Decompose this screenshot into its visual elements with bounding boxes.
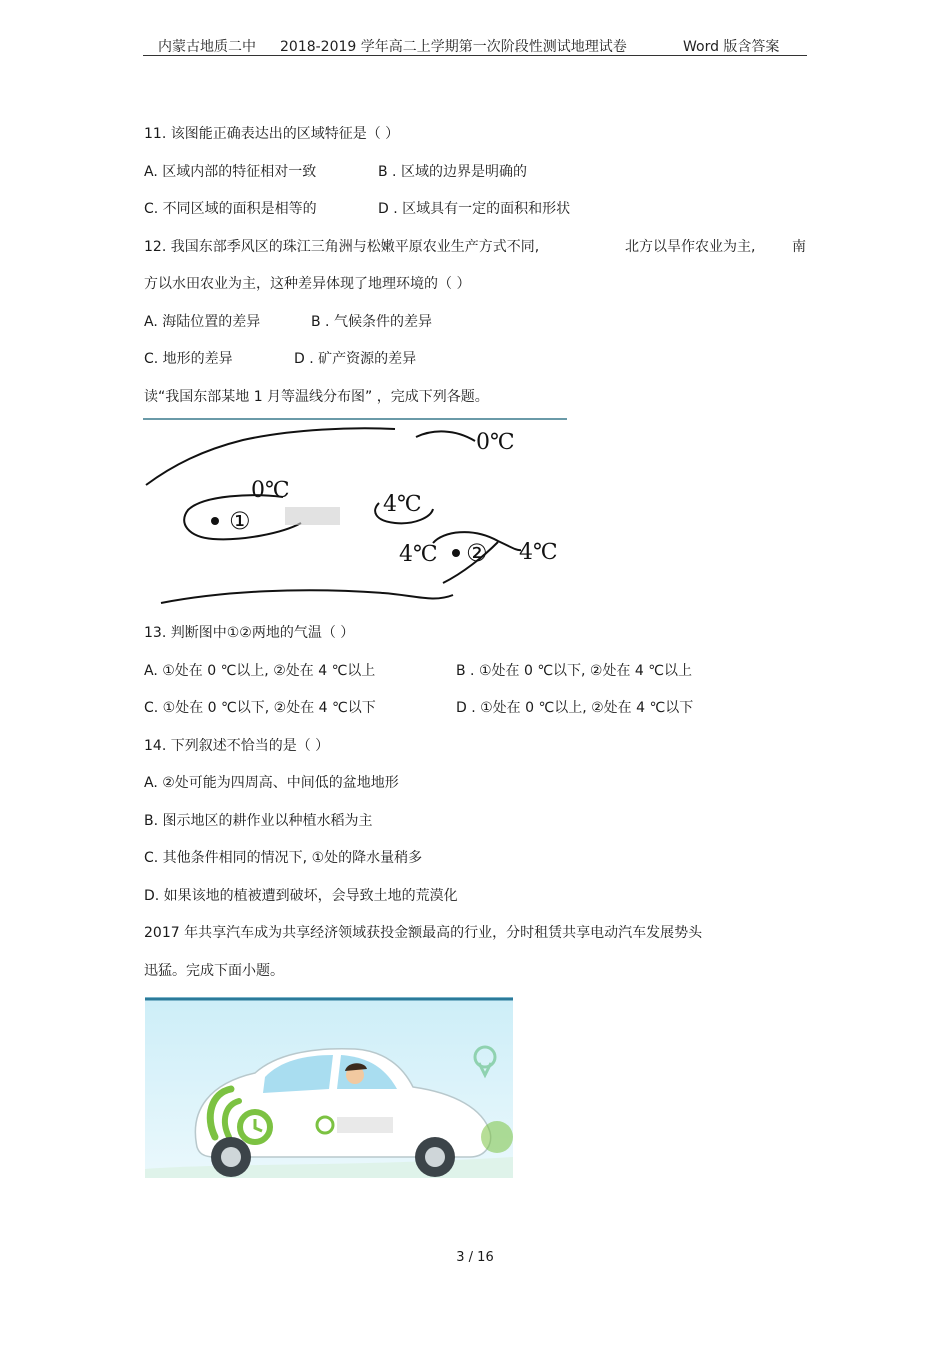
q14-option-c: C. 其他条件相同的情况下, ①处的降水量稍多 (144, 850, 423, 866)
isotherm-0c-top-right (416, 431, 475, 441)
map-intro: 读“我国东部某地 1 月等温线分布图” ，完成下列各题。 (144, 389, 489, 405)
q13-option-b: B . ①处在 0 ℃以下, ②处在 4 ℃以上 (456, 663, 693, 679)
q11-option-d: D . 区域具有一定的面积和形状 (378, 201, 571, 217)
q12-option-c: C. 地形的差异 (144, 351, 233, 367)
q12-option-d: D . 矿产资源的差异 (294, 351, 417, 367)
label-4c-right: 4℃ (519, 540, 558, 565)
shared-ev-illustration (145, 997, 513, 1178)
blurred-watermark-car (337, 1117, 393, 1133)
car-intro-line2: 迅猛。完成下面小题。 (144, 963, 284, 979)
q11-option-c: C. 不同区域的面积是相等的 (144, 201, 317, 217)
label-0c-left: 0℃ (251, 478, 290, 503)
label-point-2: ② (466, 539, 488, 567)
q13-option-c: C. ①处在 0 ℃以下, ②处在 4 ℃以下 (144, 700, 376, 716)
q14-option-a: A. ②处可能为四周高、中间低的盆地地形 (144, 775, 399, 791)
q13-option-d: D . ①处在 0 ℃以上, ②处在 4 ℃以下 (456, 700, 694, 716)
q12-stem-line1-part3: 南 (792, 239, 806, 255)
point-1-dot (211, 517, 219, 525)
q12-option-a: A. 海陆位置的差异 (144, 314, 261, 330)
car-intro-line1: 2017 年共享汽车成为共享经济领域获投金额最高的行业，分时租赁共享电动汽车发展势头 (144, 925, 703, 941)
isotherm-0c-upper (146, 428, 395, 485)
q12-option-b: B . 气候条件的差异 (311, 314, 432, 330)
green-blob (481, 1121, 513, 1153)
q13-option-a: A. ①处在 0 ℃以上, ②处在 4 ℃以上 (144, 663, 376, 679)
q14-option-d: D. 如果该地的植被遭到破坏，会导致土地的荒漠化 (144, 888, 458, 904)
blurred-watermark (285, 507, 340, 525)
label-4c-middle: 4℃ (383, 492, 422, 517)
q12-stem-line1-part2: 北方以旱作农业为主, (625, 239, 756, 255)
isotherm-4c-lower (161, 590, 453, 603)
q11-option-a: A. 区域内部的特征相对一致 (144, 164, 317, 180)
label-0c-top: 0℃ (476, 430, 515, 455)
page-number: 3 / 16 (456, 1250, 494, 1265)
rear-wheel-hub (425, 1147, 445, 1167)
header-school: 内蒙古地质二中 (158, 39, 256, 55)
label-point-1: ① (229, 507, 251, 535)
isotherm-map (143, 415, 569, 610)
label-4c-bottom-left: 4℃ (399, 542, 438, 567)
header-exam-title: 2018-2019 学年高二上学期第一次阶段性测试地理试卷 (280, 39, 627, 55)
q14-option-b: B. 图示地区的耕作业以种植水稻为主 (144, 813, 373, 829)
point-2-dot (452, 549, 460, 557)
q14-stem: 14. 下列叙述不恰当的是（ ） (144, 738, 330, 754)
front-wheel-hub (221, 1147, 241, 1167)
q12-stem-line2: 方以水田农业为主，这种差异体现了地理环境的（ ） (144, 276, 471, 292)
q13-stem: 13. 判断图中①②两地的气温（ ） (144, 625, 355, 641)
header-tag: Word 版含答案 (683, 39, 780, 55)
q12-stem-line1-part1: 12. 我国东部季风区的珠江三角洲与松嫩平原农业生产方式不同, (144, 239, 540, 255)
q11-option-b: B . 区域的边界是明确的 (378, 164, 527, 180)
page-header (143, 33, 807, 56)
q11-stem: 11. 该图能正确表达出的区域特征是（ ） (144, 126, 400, 142)
